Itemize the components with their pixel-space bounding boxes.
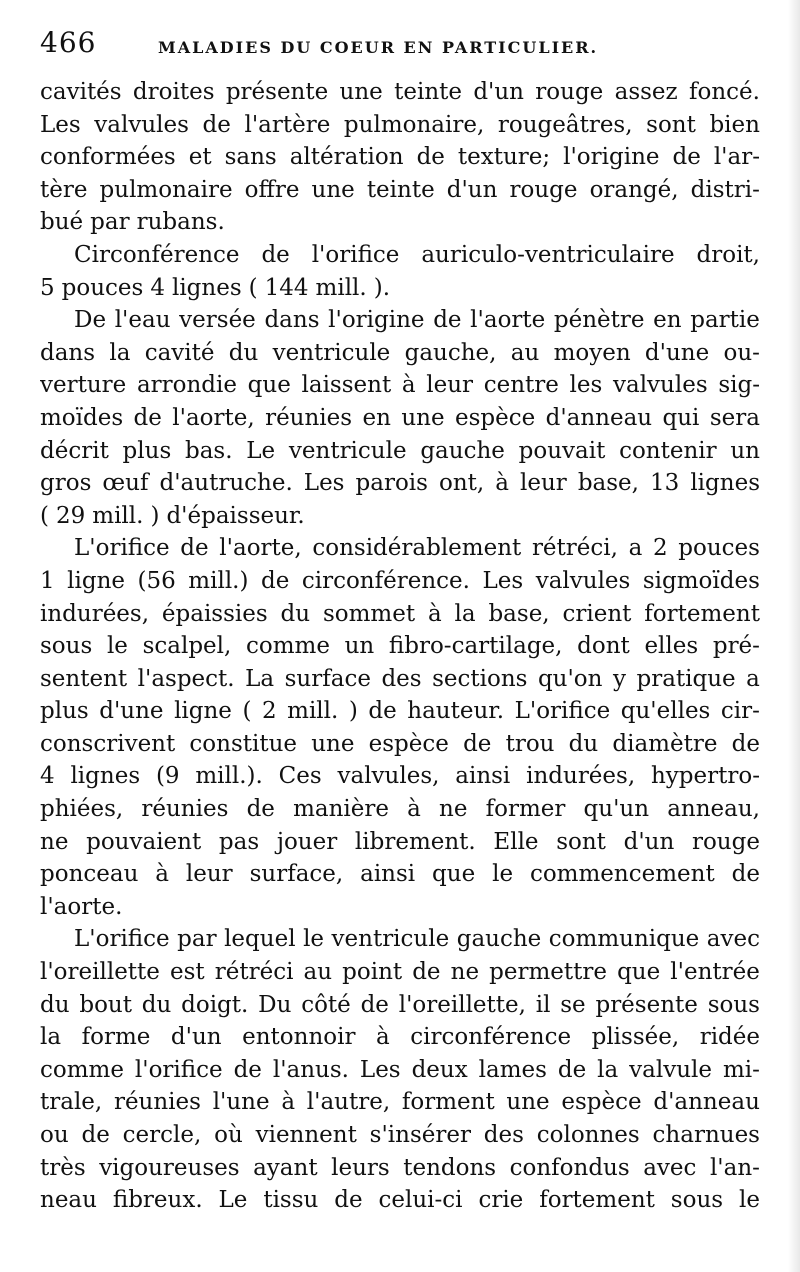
text-line: De l'eau versée dans l'origine de l'aorte pénètre en partie: [74, 307, 760, 334]
text-line: comme l'orifice de l'anus. Les deux lames de la valvule mi-: [40, 1056, 760, 1083]
running-title: MALADIES DU COEUR EN PARTICULIER.: [158, 38, 599, 57]
text-line: tère pulmonaire offre une teinte d'un rouge orangé, distri-: [40, 176, 760, 203]
text-line: 4 lignes (9 mill.). Ces valvules, ainsi indurées, hypertro-: [40, 763, 760, 790]
text-line: l'aorte.: [40, 893, 123, 920]
text-line: 5 pouces 4 lignes ( 144 mill. ).: [40, 274, 391, 301]
text-line: trale, réunies l'une à l'autre, forment une espèce d'anneau: [40, 1089, 760, 1116]
text-line: du bout du doigt. Du côté de l'oreillette, il se présente sous: [40, 991, 760, 1018]
text-line: sous le scalpel, comme un fibro-cartilage, dont elles pré-: [40, 633, 760, 660]
text-line: gros œuf d'autruche. Les parois ont, à leur base, 13 lignes: [40, 470, 760, 497]
running-head: [40, 26, 760, 66]
page-edge: [788, 0, 800, 1272]
page-number: 466: [40, 26, 97, 59]
body-text: [40, 76, 760, 1217]
text-line: sentent l'aspect. La surface des sections qu'on y pratique a: [40, 665, 760, 692]
text-line: dans la cavité du ventricule gauche, au moyen d'une ou-: [40, 339, 760, 366]
text-line: la forme d'un entonnoir à circonférence plissée, ridée: [40, 1024, 760, 1051]
text-line: ne pouvaient pas jouer librement. Elle sont d'un rouge: [40, 828, 760, 855]
text-line: cavités droites présente une teinte d'un rouge assez foncé.: [40, 79, 760, 105]
text-line: indurées, épaissies du sommet à la base, crient fortement: [40, 600, 760, 627]
text-line: verture arrondie que laissent à leur centre les valvules sig-: [40, 372, 760, 399]
text-line: moïdes de l'aorte, réunies en une espèce d'anneau qui sera: [40, 404, 760, 431]
text-line: L'orifice par lequel le ventricule gauche communique avec: [74, 926, 760, 953]
text-line: ponceau à leur surface, ainsi que le commencement de: [40, 861, 760, 888]
text-line: Les valvules de l'artère pulmonaire, rougeâtres, sont bien: [40, 111, 760, 138]
text-line: 1 ligne (56 mill.) de circonférence. Les valvules sigmoïdes: [40, 567, 760, 594]
text-line: ou de cercle, où viennent s'insérer des colonnes charnues: [40, 1122, 760, 1148]
text-line: l'oreillette est rétréci au point de ne permettre que l'entrée: [40, 959, 760, 986]
text-line: plus d'une ligne ( 2 mill. ) de hauteur. L'orifice qu'elles cir-: [40, 698, 760, 725]
text-line: phiées, réunies de manière à ne former qu'un anneau,: [40, 796, 760, 823]
text-line: conformées et sans altération de texture; l'origine de l'ar-: [40, 144, 760, 171]
text-line: conscrivent constitue une espèce de trou du diamètre de: [40, 730, 760, 757]
text-line: très vigoureuses ayant leurs tendons confondus avec l'an-: [40, 1154, 760, 1181]
text-line: neau fibreux. Le tissu de celui-ci crie fortement sous le: [40, 1187, 760, 1214]
text-line: bué par rubans.: [40, 209, 225, 236]
text-line: décrit plus bas. Le ventricule gauche pouvait contenir un: [40, 437, 760, 464]
text-line: Circonférence de l'orifice auriculo-ventriculaire droit,: [74, 241, 760, 268]
text-line: L'orifice de l'aorte, considérablement rétréci, a 2 pouces: [74, 535, 760, 562]
text-line: ( 29 mill. ) d'épaisseur.: [40, 502, 305, 529]
